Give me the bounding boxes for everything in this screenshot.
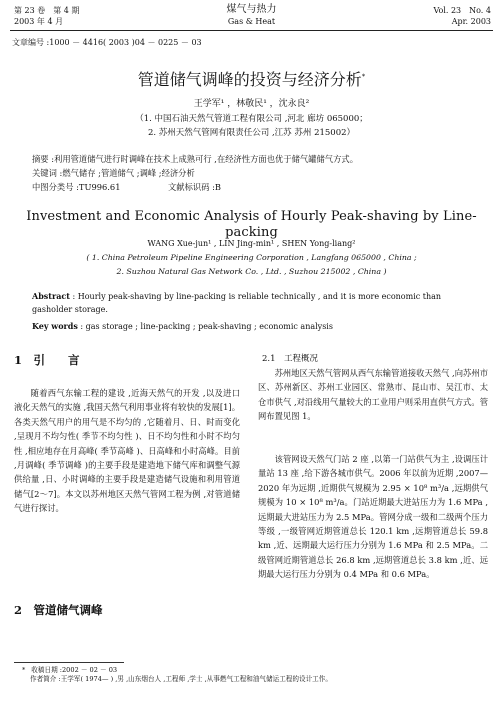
section-2-heading: 2 管道储气调峰: [14, 603, 103, 617]
footnote-mark: *: [22, 666, 26, 674]
section-2-1-para-1: 苏州地区天然气管网从西气东输管道接收天然气 ,向苏州市区、苏州新区、苏州工业园区、常熟市、昆山市、吴江市、太仓市供气 ,对沿线用气量较大的工业用户则采用直供气方式。管网布置见图 1。: [258, 368, 488, 422]
author-bio: 作者简介 :王学军( 1974— ) ,男 ,山东烟台人 ,工程师 ,学士 ,从事燃气工程和油气储运工程的设计工作。: [30, 675, 332, 683]
keywords-en-text: : gas storage ; line-packing ; peak-shaving ; economic analysis: [77, 322, 333, 331]
abstract-en-label: Abstract: [32, 291, 70, 301]
affiliation-cn-1: （1. 中国石油天然气管道工程有限公司 ,河北 廊坊 065000；: [135, 114, 368, 124]
section-1-body: 随着西气东输工程的建设 ,近海天然气的开发 ,以及进口液化天然气的实施 ,我国天然气利用事业将有较快的发展[1]。各类天然气用户的用气是不均匀的 ,它随着月、日、时而变化 ,呈现月不均匀性( 季节不均匀性 )、日不均匀性和小时不均匀性 ,相应地存在月高峰( 季节高峰 )、日高峰和小时高峰。目前 ,月调峰( 季节调峰 )的主要手段是建造地下储气库和调整气源供给量 ,日、小时调峰的主要手段是建造储气设施和利用管道储气[2～7]。本文以苏州地区天然气管网工程为例 ,对管道储气进行探讨。: [14, 388, 240, 514]
received-date-text: 收稿日期 :2002 － 02 － 03: [31, 666, 118, 674]
authors-cn: 王学军¹ ，林敬民¹ ，沈永良²: [193, 99, 310, 109]
footnotes: [22, 666, 492, 684]
affiliation-en-2: 2. Suzhou Natural Gas Network Co. , Ltd. , Suzhou 215002 , China ): [116, 267, 387, 276]
document-code: 文献标识码 :B: [168, 182, 222, 192]
received-date: [22, 666, 492, 675]
keywords-en-label: Key words: [32, 321, 78, 331]
authors-en: WANG Xue-jun¹ , LIN Jing-min¹ , SHEN Yong-liang²: [147, 239, 356, 248]
keywords-en: [32, 320, 472, 333]
classification-number: 中图分类号 :TU996.61: [32, 182, 121, 192]
affiliation-cn-2: 2. 苏州天然气管网有限责任公司 ,江苏 苏州 215002）: [147, 128, 356, 138]
journal-name-en: Gas & Heat: [227, 17, 276, 26]
section-2-1-para-2: 该管网设天然气门站 2 座 ,以第一门站供气为主 ,设调压计量站 13 座 ,给下游各城市供气。2006 年以前为近期 ,2007—2020 年为远期 ,近期供气规模为 2.95 × 10⁸ m³/a ,远期供气规模为 10 × 10⁸ m³/a。门站近期最大进站压力为 1.6 MPa ,远期最大进站压力为 2.5 MPa。管网分成一级和二级两个压力等级 ,一级管网近期管道总长 120.1 km ,远期管道总长 59.8 km ,近、远期最大运行压力分别为 1.6 MPa 和 2.5 MPa。二级管网近期管道总长 26.8 km ,远期管道总长 3.8 km ,近、远期最大运行压力分别为 0.4 MPa 和 0.6 MPa。: [258, 454, 488, 580]
publish-date-en: Apr. 2003: [451, 17, 491, 26]
title-footnote-mark: *: [361, 72, 366, 81]
header-right: [371, 5, 491, 27]
header-rule: [10, 30, 493, 31]
title-en: Investment and Economic Analysis of Hourly Peak-shaving by Line-packing: [26, 209, 477, 240]
title-cn: 管道储气调峰的投资与经济分析: [137, 70, 362, 89]
section-1-heading: 1 引 言: [14, 353, 80, 367]
volume-issue: 第 23 卷 第 4 期: [14, 6, 80, 15]
abstract-en-text: : Hourly peak-shaving by line-packing is reliable technically , and it is more economic than gasholder storage.: [32, 292, 442, 314]
page-title: [0, 70, 503, 90]
abstract-en: [32, 290, 472, 316]
section-2-1-heading: 2.1 工程概况: [262, 354, 319, 364]
affiliation-en-1: ( 1. China Petroleum Pipeline Engineering Corporation , Langfang 065000 , China ;: [86, 253, 417, 262]
footnote-rule: [14, 662, 124, 663]
article-number: 文章编号 :1000 － 4416( 2003 )04 － 0225 － 03: [12, 38, 202, 47]
abstract-cn: 摘要 :利用管道储气进行时调峰在技术上成熟可行 ,在经济性方面也优于储气罐储气方式。: [32, 154, 358, 164]
volume-issue-en: Vol. 23 No. 4: [433, 6, 491, 15]
publish-date: 2003 年 4 月: [14, 17, 64, 26]
journal-name-cn: 煤气与热力: [226, 4, 277, 15]
keywords-cn: 关键词 :燃气储存 ;管道储气 ;调峰 ;经济分析: [32, 168, 195, 178]
